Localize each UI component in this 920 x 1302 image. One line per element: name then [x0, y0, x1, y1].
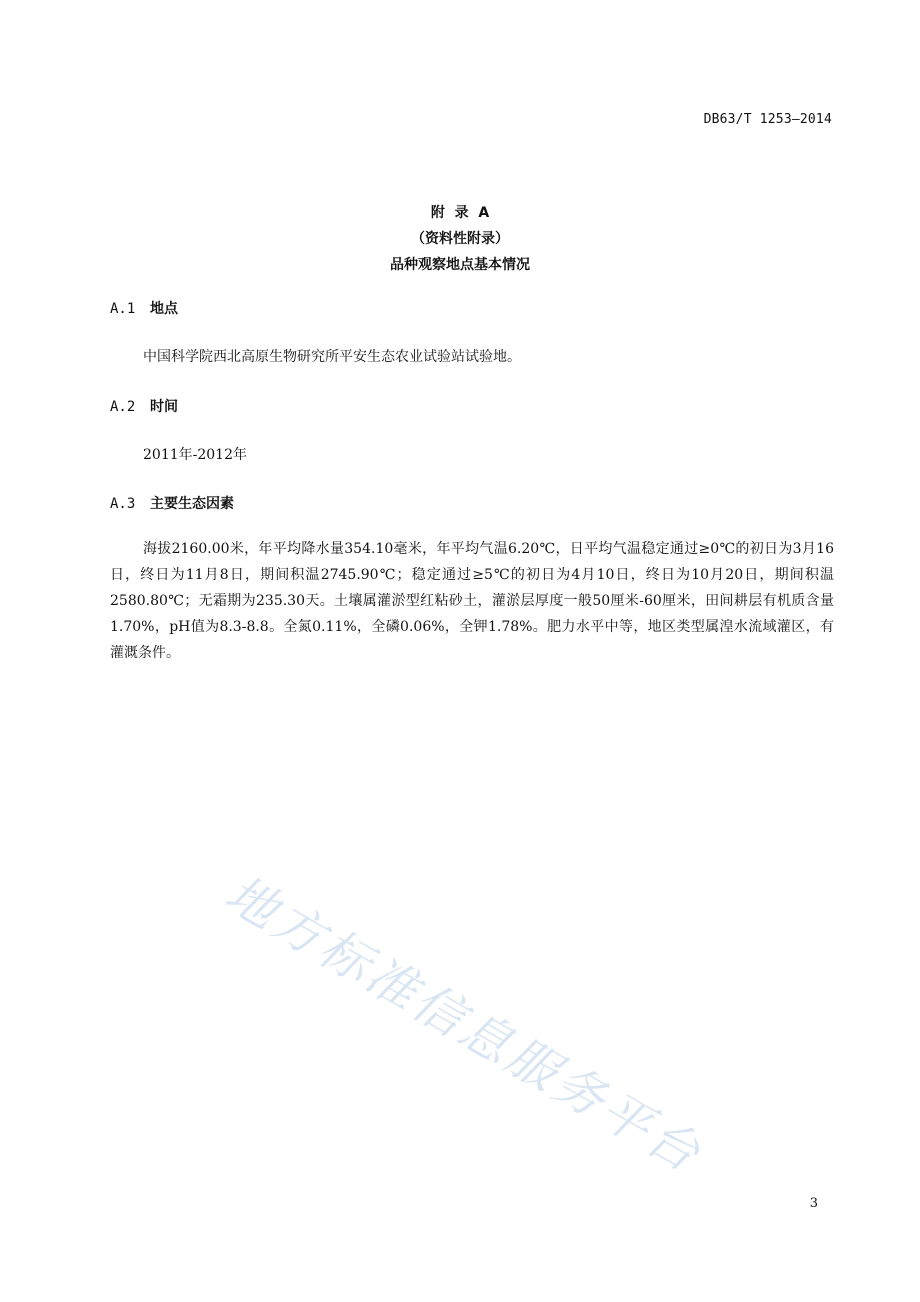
section-number: A.2 — [110, 399, 136, 415]
section-body-a2: 2011年-2012年 — [143, 447, 247, 463]
appendix-label: 附 录 A — [430, 205, 490, 221]
watermark: 地方标准信息服务平台 — [215, 864, 713, 1185]
page-number: 3 — [809, 1196, 818, 1211]
section-title: 主要生态因素 — [150, 496, 234, 512]
section-title: 时间 — [150, 399, 178, 415]
appendix-heading: 品种观察地点基本情况 — [390, 257, 530, 273]
section-title: 地点 — [150, 301, 178, 317]
appendix-title — [0, 200, 920, 278]
section-number: A.3 — [110, 496, 136, 512]
section-number: A.1 — [110, 301, 136, 317]
section-body-a3: 海拔2160.00米，年平均降水量354.10毫米，年平均气温6.20℃，日平均气温稳定通过≥0℃的初日为3月16日，终日为11月8日，期间积温2745.90℃；稳定通过≥5℃的初日为4月10日，终日为10月20日，期间积温2580.80℃；无霜期为235.30天。土壤属灌淤型红粘砂土，灌淤层厚度一般50厘米-60厘米，田间耕层有机质含量1.70%，pH值为8.3-8.8。全氮0.11%，全磷0.06%，全钾1.78%。肥力水平中等，地区类型属湟水流域灌区，有灌溉条件。 — [110, 541, 834, 661]
section-heading-a1 — [110, 298, 178, 318]
document-code: DB63/T 1253—2014 — [703, 112, 832, 127]
appendix-type: （资料性附录） — [411, 231, 509, 247]
section-body-a1: 中国科学院西北高原生物研究所平安生态农业试验站试验地。 — [143, 349, 521, 365]
section-heading-a2 — [110, 396, 178, 416]
section-heading-a3 — [110, 493, 234, 513]
